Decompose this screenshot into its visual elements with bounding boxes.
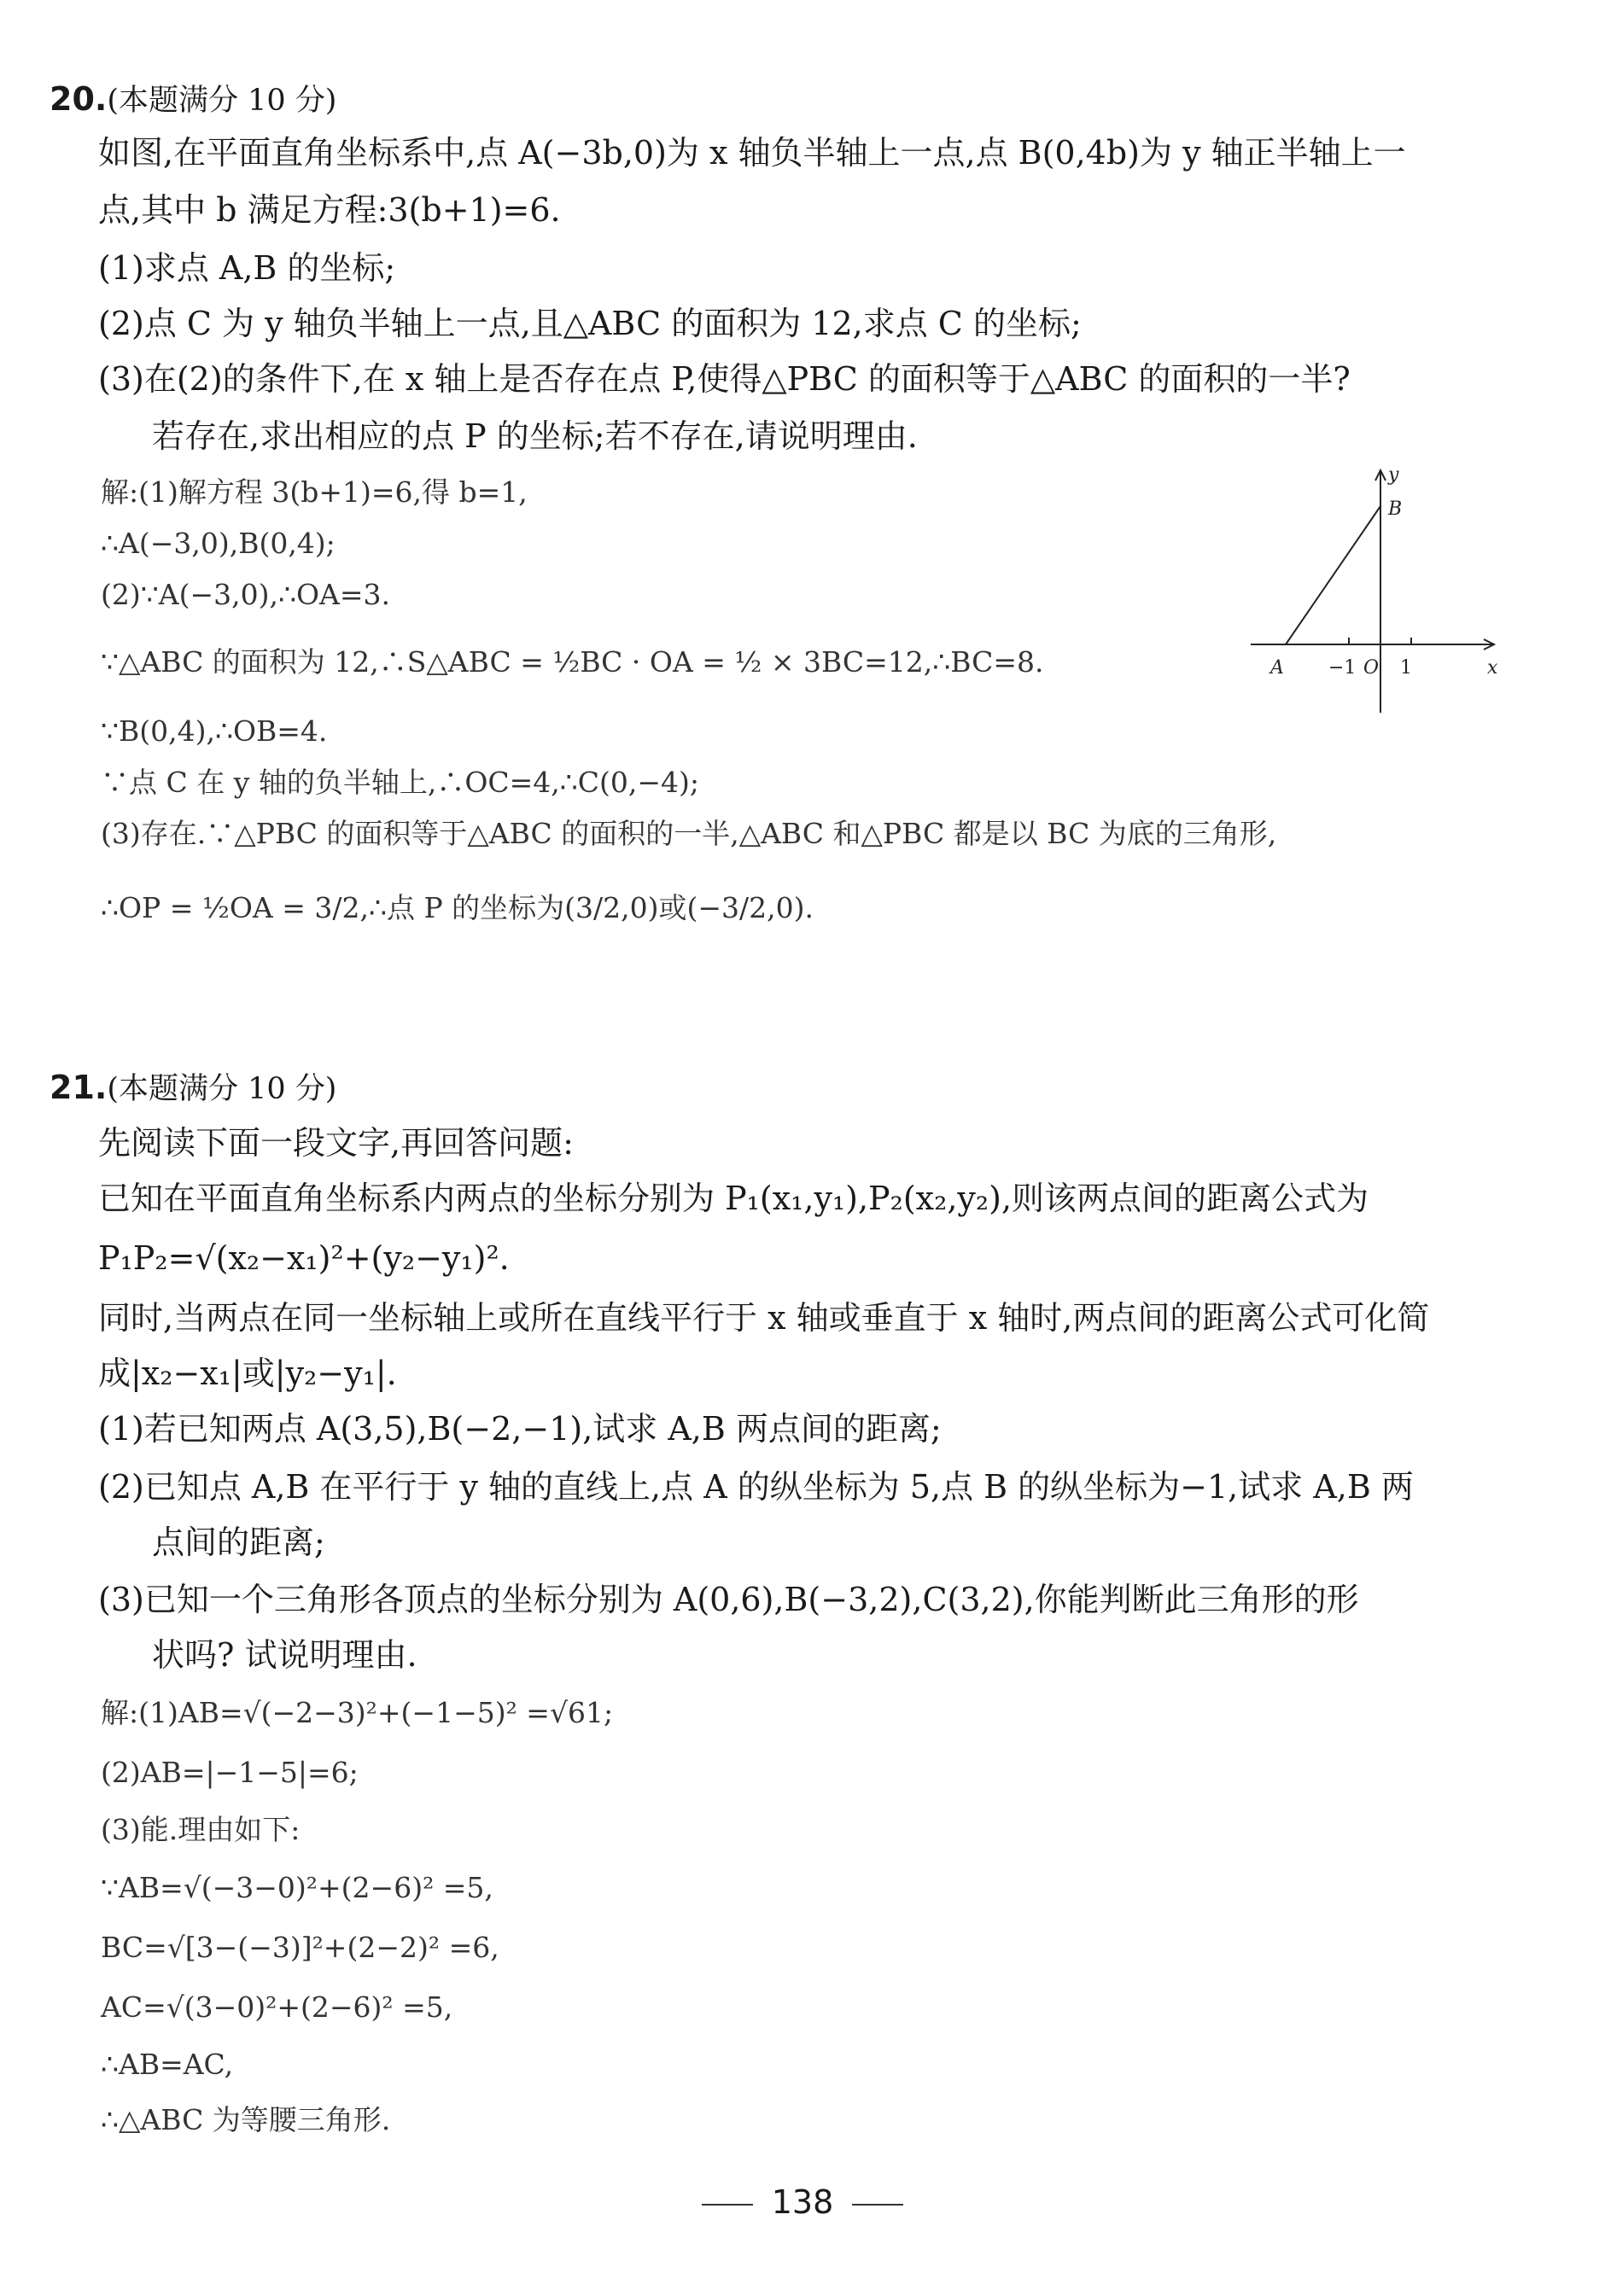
q21-line: (3)已知一个三角形各顶点的坐标分别为 A(0,6),B(−3,2),C(3,2),你能判断此三角形的形 <box>98 1581 1359 1618</box>
q21-number: 21. <box>50 1069 108 1106</box>
footer-dash-left <box>702 2204 753 2206</box>
q20-points: (本题满分 10 分) <box>107 84 337 118</box>
q21-line: 先阅读下面一段文字,再回答问题: <box>98 1124 574 1162</box>
q21-header <box>50 1067 336 1110</box>
footer-dash-right <box>852 2204 903 2206</box>
q20-solution-line: (2)∵A(−3,0),∴OA=3. <box>101 578 390 611</box>
q21-line: 成|x₂−x₁|或|y₂−y₁|. <box>98 1355 397 1392</box>
q21-points: (本题满分 10 分) <box>107 1072 337 1106</box>
q21-solution-line: (3)能.理由如下: <box>101 1813 301 1846</box>
segment-ab <box>1286 506 1380 644</box>
q20-line: 如图,在平面直角坐标系中,点 A(−3b,0)为 x 轴负半轴上一点,点 B(0,4b)为 y 轴正半轴上一 <box>98 134 1406 172</box>
coordinate-figure <box>1246 465 1503 721</box>
q20-solution-line: ∵△ABC 的面积为 12,∴S△ABC = ½BC · OA = ½ × 3BC=12,∴BC=8. <box>101 645 1044 679</box>
label-o: O <box>1363 657 1380 679</box>
q20-solution-line: ∵点 C 在 y 轴的负半轴上,∴OC=4,∴C(0,−4); <box>101 766 700 799</box>
q20-line: (2)点 C 为 y 轴负半轴上一点,且△ABC 的面积为 12,求点 C 的坐标; <box>98 305 1082 342</box>
q21-line: 已知在平面直角坐标系内两点的坐标分别为 P₁(x₁,y₁),P₂(x₂,y₂),则该两点间的距离公式为 <box>98 1180 1369 1217</box>
q20-number: 20. <box>50 80 108 118</box>
q21-line: (2)已知点 A,B 在平行于 y 轴的直线上,点 A 的纵坐标为 5,点 B 的纵坐标为−1,试求 A,B 两 <box>98 1468 1414 1506</box>
q21-solution-line: ∴AB=AC, <box>101 2048 234 2081</box>
q20-solution-line: (3)存在.∵△PBC 的面积等于△ABC 的面积的一半,△ABC 和△PBC 都是以 BC 为底的三角形, <box>101 817 1277 850</box>
label-1: 1 <box>1400 657 1412 679</box>
page-number: 138 <box>771 2183 834 2221</box>
q21-solution-line: (2)AB=|−1−5|=6; <box>101 1756 359 1789</box>
label-x: x <box>1487 657 1498 679</box>
q21-solution-line: ∵AB=√(−3−0)²+(2−6)² =5, <box>101 1871 493 1904</box>
q21-solution-line: 解:(1)AB=√(−2−3)²+(−1−5)² =√61; <box>101 1696 614 1729</box>
label-neg1: −1 <box>1328 657 1357 679</box>
label-a: A <box>1270 657 1284 679</box>
q21-line: 点间的距离; <box>152 1524 325 1561</box>
page-footer <box>0 2183 1605 2221</box>
q20-solution-line: ∵B(0,4),∴OB=4. <box>101 714 328 748</box>
q21-solution-line: ∴△ABC 为等腰三角形. <box>101 2103 391 2136</box>
q21-solution-line: AC=√(3−0)²+(2−6)² =5, <box>101 1990 453 2024</box>
q20-line: (3)在(2)的条件下,在 x 轴上是否存在点 P,使得△PBC 的面积等于△ABC 的面积的一半? <box>98 360 1351 398</box>
q20-line: 点,其中 b 满足方程:3(b+1)=6. <box>98 191 561 229</box>
label-y: y <box>1388 465 1399 486</box>
q20-solution-line: ∴OP = ½OA = 3/2,∴点 P 的坐标为(3/2,0)或(−3/2,0). <box>101 891 814 924</box>
q20-line: (1)求点 A,B 的坐标; <box>98 249 396 287</box>
q20-solution-line: 解:(1)解方程 3(b+1)=6,得 b=1, <box>101 475 528 509</box>
q21-solution-line: BC=√[3−(−3)]²+(2−2)² =6, <box>101 1931 499 1964</box>
q20-header <box>50 79 336 121</box>
q20-line: 若存在,求出相应的点 P 的坐标;若不存在,请说明理由. <box>152 417 918 455</box>
q21-line: 同时,当两点在同一坐标轴上或所在直线平行于 x 轴或垂直于 x 轴时,两点间的距离公式可化简 <box>98 1299 1430 1337</box>
q21-line: P₁P₂=√(x₂−x₁)²+(y₂−y₁)². <box>98 1239 510 1277</box>
q21-line: 状吗? 试说明理由. <box>152 1636 417 1674</box>
q20-solution-line: ∴A(−3,0),B(0,4); <box>101 527 336 560</box>
label-b: B <box>1388 498 1403 520</box>
q21-line: (1)若已知两点 A(3,5),B(−2,−1),试求 A,B 两点间的距离; <box>98 1410 942 1448</box>
